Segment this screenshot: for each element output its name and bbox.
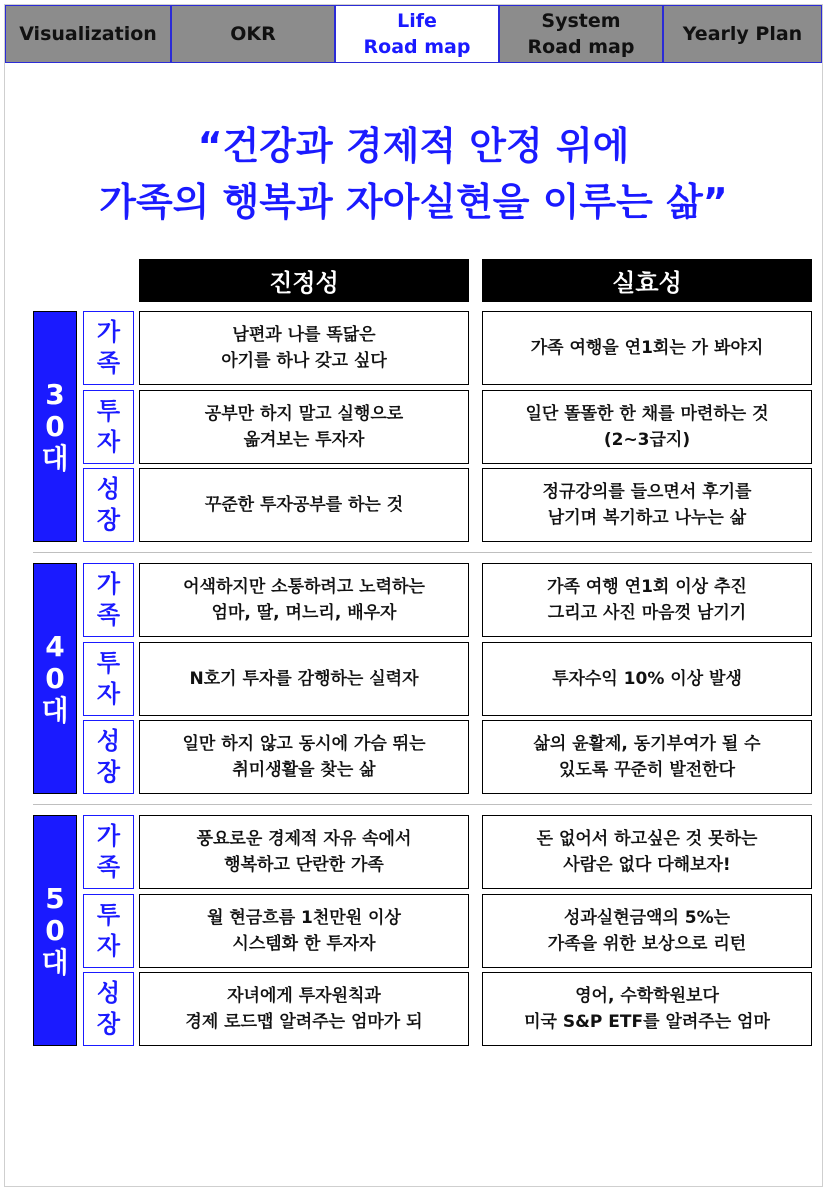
- cell-40s-family-effectiveness: 가족 여행 연1회 이상 추진 그리고 사진 마음껏 남기기: [482, 563, 812, 637]
- category-growth: 성 장: [83, 720, 134, 794]
- cell-50s-investment-authenticity: 월 현금흐름 1천만원 이상 시스템화 한 투자자: [139, 894, 469, 968]
- cell-40s-investment-authenticity: N호기 투자를 감행하는 실력자: [139, 642, 469, 716]
- category-growth: 성 장: [83, 468, 134, 542]
- cell-50s-growth-effectiveness: 영어, 수학학원보다 미국 S&P ETF를 알려주는 엄마: [482, 972, 812, 1046]
- category-investment: 투 자: [83, 642, 134, 716]
- category-family: 가 족: [83, 563, 134, 637]
- decade-label-50s: 5 0 대: [33, 815, 77, 1046]
- cell-30s-family-effectiveness: 가족 여행을 연1회는 가 봐야지: [482, 311, 812, 385]
- cell-50s-family-authenticity: 풍요로운 경제적 자유 속에서 행복하고 단란한 가족: [139, 815, 469, 889]
- cell-30s-family-authenticity: 남편과 나를 똑닮은 아기를 하나 갖고 싶다: [139, 311, 469, 385]
- cell-50s-growth-authenticity: 자녀에게 투자원칙과 경제 로드맵 알려주는 엄마가 되: [139, 972, 469, 1046]
- category-growth: 성 장: [83, 972, 134, 1046]
- tab-yearly-plan[interactable]: Yearly Plan: [663, 5, 822, 63]
- cell-30s-growth-authenticity: 꾸준한 투자공부를 하는 것: [139, 468, 469, 542]
- cell-30s-investment-effectiveness: 일단 똘똘한 한 채를 마련하는 것 (2~3급지): [482, 390, 812, 464]
- page-headline: “건강과 경제적 안정 위에 가족의 행복과 자아실현을 이루는 삶”: [99, 124, 728, 224]
- cell-40s-growth-authenticity: 일만 하지 않고 동시에 가슴 뛰는 취미생활을 찾는 삶: [139, 720, 469, 794]
- category-investment: 투 자: [83, 390, 134, 464]
- tab-system-road-map[interactable]: System Road map: [499, 5, 663, 63]
- decade-label-30s: 3 0 대: [33, 311, 77, 542]
- category-family: 가 족: [83, 311, 134, 385]
- cell-40s-family-authenticity: 어색하지만 소통하려고 노력하는 엄마, 딸, 며느리, 배우자: [139, 563, 469, 637]
- tab-life-road-map[interactable]: Life Road map: [335, 5, 499, 63]
- cell-50s-family-effectiveness: 돈 없어서 하고싶은 것 못하는 사람은 없다 다해보자!: [482, 815, 812, 889]
- cell-40s-growth-effectiveness: 삶의 윤활제, 동기부여가 될 수 있도록 꾸준히 발전한다: [482, 720, 812, 794]
- cell-30s-investment-authenticity: 공부만 하지 말고 실행으로 옮겨보는 투자자: [139, 390, 469, 464]
- tab-okr[interactable]: OKR: [171, 5, 335, 63]
- cell-30s-growth-effectiveness: 정규강의를 들으면서 후기를 남기며 복기하고 나누는 삶: [482, 468, 812, 542]
- decade-label-40s: 4 0 대: [33, 563, 77, 794]
- tab-visualization[interactable]: Visualization: [5, 5, 171, 63]
- section-divider: [33, 552, 812, 553]
- column-header-effectiveness: 실효성: [482, 259, 812, 302]
- top-tabs: [5, 5, 822, 63]
- section-divider: [33, 804, 812, 805]
- category-investment: 투 자: [83, 894, 134, 968]
- category-family: 가 족: [83, 815, 134, 889]
- cell-40s-investment-effectiveness: 투자수익 10% 이상 발생: [482, 642, 812, 716]
- column-header-authenticity: 진정성: [139, 259, 469, 302]
- cell-50s-investment-effectiveness: 성과실현금액의 5%는 가족을 위한 보상으로 리턴: [482, 894, 812, 968]
